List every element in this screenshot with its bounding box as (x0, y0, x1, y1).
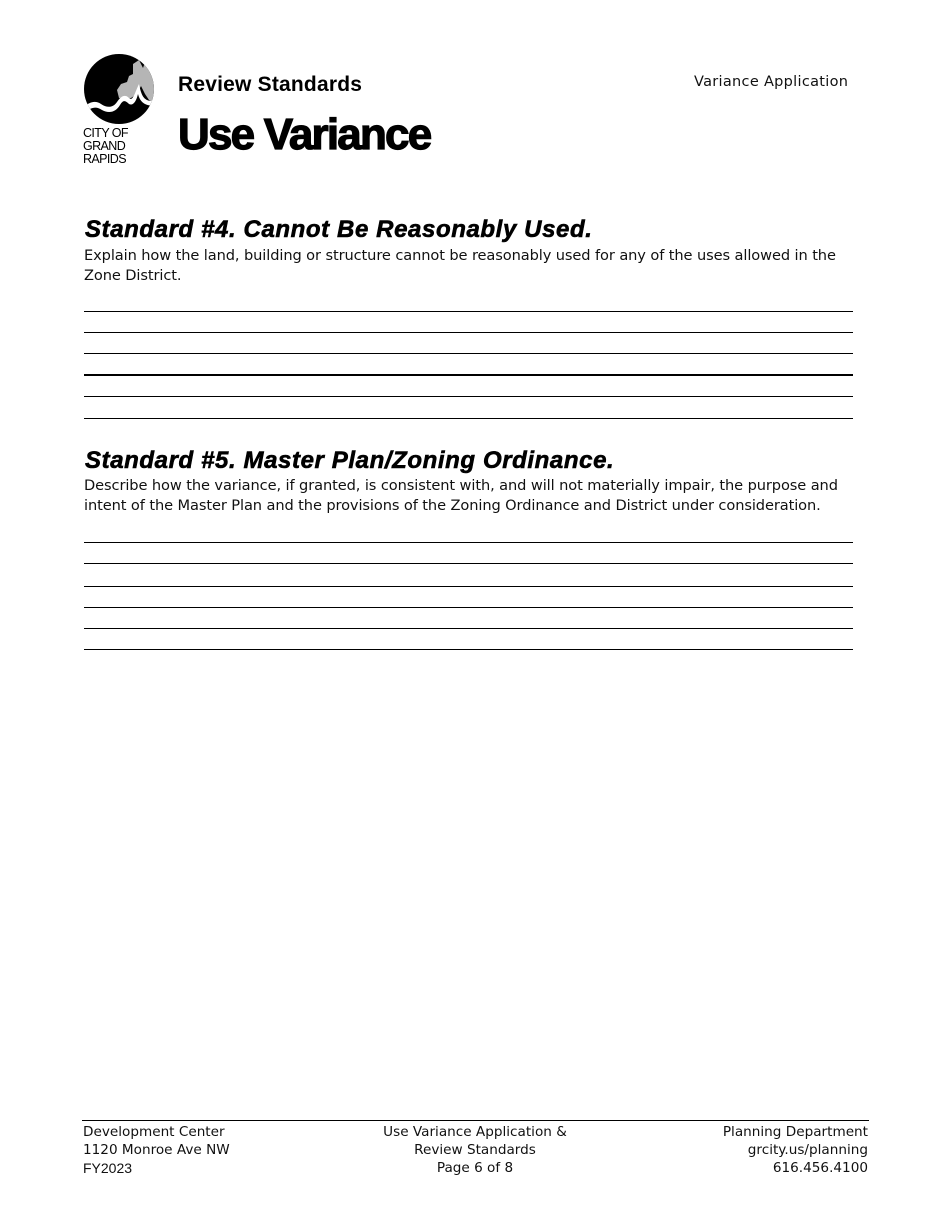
standard-5-answer-line-5[interactable] (84, 628, 853, 629)
page-subtitle: Review Standards (178, 73, 363, 96)
footer-street: 1120 Monroe Ave NW (83, 1142, 230, 1158)
standard-4-answer-line-6[interactable] (84, 418, 853, 419)
city-logo (83, 54, 157, 172)
footer-divider (82, 1120, 869, 1121)
standard-4-answer-line-3[interactable] (84, 353, 853, 354)
footer-doc-subtitle: Review Standards (414, 1142, 536, 1158)
footer-fiscal-year: FY2023 (83, 1160, 133, 1176)
standard-4-answer-line-5[interactable] (84, 396, 853, 397)
standard-5-answer-line-2[interactable] (84, 563, 853, 564)
logo-line-2: GRAND (83, 139, 126, 153)
logo-wordmark (83, 127, 157, 166)
city-of-grand-rapids-logo-icon (83, 54, 157, 126)
footer-address (83, 1123, 230, 1177)
standard-5-answer-line-1[interactable] (84, 542, 853, 543)
footer-phone: 616.456.4100 (772, 1160, 868, 1176)
footer-department: Planning Department (722, 1124, 868, 1140)
standard-5-description: Describe how the variance, if granted, is consistent with, and will not materially impair, the purpose and intent of the Master Plan and the provisions of the Zoning Ordinance and District under consideration. (84, 477, 838, 514)
footer-page-number: Page 6 of 8 (436, 1160, 514, 1176)
footer-office: Development Center (83, 1124, 225, 1140)
footer-document-info (370, 1123, 580, 1177)
page-title: Use Variance (178, 110, 431, 159)
standard-5-answer-line-4[interactable] (84, 607, 853, 608)
logo-line-3: RAPIDS (83, 152, 126, 166)
footer-contact (660, 1123, 868, 1177)
standard-4-answer-line-4[interactable] (84, 374, 853, 376)
standard-4-heading: Standard #4. Cannot Be Reasonably Used. (85, 216, 593, 243)
standard-5-heading: Standard #5. Master Plan/Zoning Ordinance. (85, 447, 615, 474)
document-type-label: Variance Application (694, 74, 849, 90)
standard-5-answer-line-3[interactable] (84, 586, 853, 587)
standard-4-description: Explain how the land, building or structure cannot be reasonably used for any of the uses allowed in the Zone District. (84, 247, 836, 284)
logo-line-1: CITY OF (83, 126, 128, 140)
standard-4-answer-line-1[interactable] (84, 311, 853, 312)
footer-website-link[interactable]: grcity.us/planning (747, 1142, 868, 1158)
footer-doc-title: Use Variance Application & (383, 1124, 567, 1140)
standard-5-answer-line-6[interactable] (84, 649, 853, 650)
standard-4-answer-line-2[interactable] (84, 332, 853, 333)
